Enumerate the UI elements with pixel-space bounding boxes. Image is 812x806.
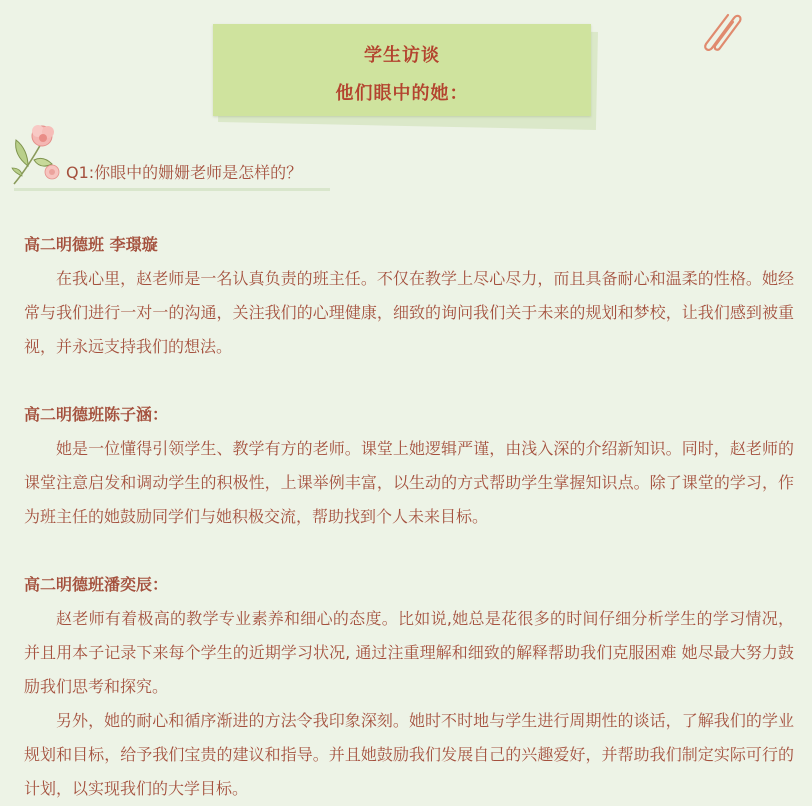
section-gap xyxy=(24,534,794,568)
page-title: 学生访谈 xyxy=(364,45,440,66)
question-text: Q1:你眼中的姗姗老师是怎样的？ xyxy=(66,163,303,182)
header-sticky-note xyxy=(213,20,599,130)
speaker-name: 高二明德班 李璟璇 xyxy=(24,235,158,254)
answers-section xyxy=(24,228,794,806)
header-note xyxy=(213,24,591,116)
paperclip-icon xyxy=(700,8,746,54)
speaker-name: 高二明德班陈子涵： xyxy=(24,405,169,424)
flower-icon xyxy=(8,116,72,190)
question-underline xyxy=(14,188,330,191)
answer-paragraph: 赵老师有着极高的教学专业素养和细心的态度。比如说,她总是花很多的时间仔细分析学生的学习情况，并且用本子记录下来每个学生的近期学习状况, 通过注重理解和细致的解释帮助我们克服困难 她尽最大努力鼓励我们思考和探究。 xyxy=(24,609,794,696)
answer-paragraph: 她是一位懂得引领学生、教学有方的老师。课堂上她逻辑严谨，由浅入深的介绍新知识。同时，赵老师的课堂注意启发和调动学生的积极性，上课举例丰富，以生动的方式帮助学生掌握知识点。除了课堂的学习，作为班主任的她鼓励同学们与她积极交流，帮助找到个人未来目标。 xyxy=(24,439,794,526)
page-subtitle: 他们眼中的她： xyxy=(335,83,469,104)
speaker-name: 高二明德班潘奕辰： xyxy=(24,575,169,594)
answer-paragraph: 在我心里，赵老师是一名认真负责的班主任。不仅在教学上尽心尽力，而且具备耐心和温柔的性格。她经常与我们进行一对一的沟通，关注我们的心理健康，细致的询问我们关于未来的规划和梦校，让我们感到被重视，并永远支持我们的想法。 xyxy=(24,269,794,356)
section-gap xyxy=(24,364,794,398)
answer-paragraph: 另外，她的耐心和循序渐进的方法令我印象深刻。她时不时地与学生进行周期性的谈话，了解我们的学业规划和目标，给予我们宝贵的建议和指导。并且她鼓励我们发展自己的兴趣爱好，并帮助我们制定实际可行的计划，以实现我们的大学目标。 xyxy=(24,711,794,798)
